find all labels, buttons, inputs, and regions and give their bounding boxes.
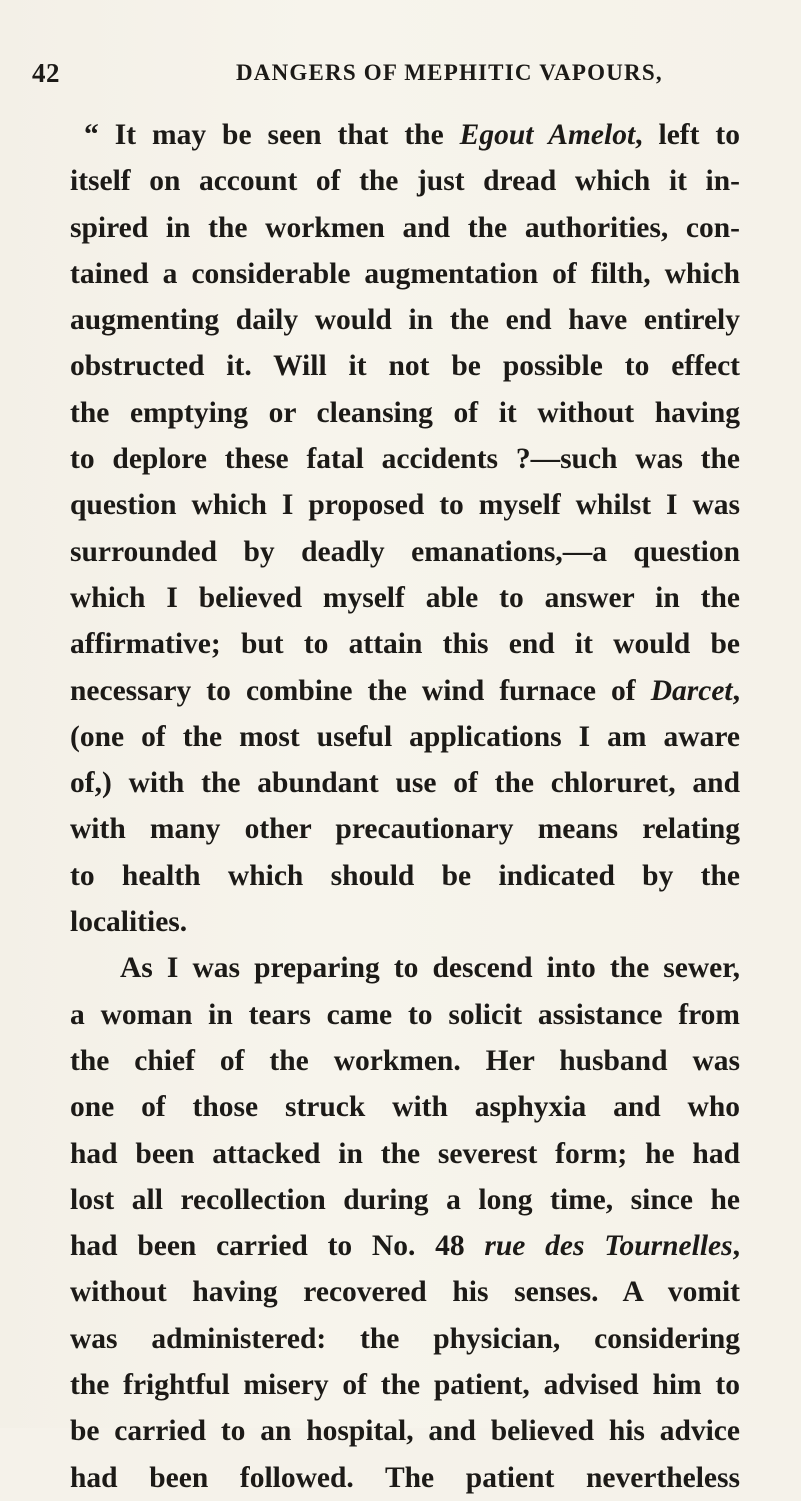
text-line: tained a considerable augmentation of filth, which xyxy=(70,257,740,290)
text-line: localities. xyxy=(70,906,188,939)
text-line: the emptying or cleansing of it without having xyxy=(70,396,740,429)
text-line: to deplore these fatal accidents ?—such was the xyxy=(70,443,740,476)
text-line: “ It may be seen that the Egout Amelot, left to xyxy=(84,119,740,151)
text-line: be carried to an hospital, and believed his advice xyxy=(70,1415,740,1448)
text-line: a woman in tears came to solicit assistance from xyxy=(70,998,740,1031)
text-line: As I was preparing to descend into the sewer, xyxy=(120,952,740,985)
running-title: DANGERS OF MEPHITIC VAPOURS, xyxy=(236,60,663,85)
text-line: itself on account of the just dread which it in- xyxy=(70,165,740,198)
text-line: without having recovered his senses. A vomit xyxy=(70,1276,740,1309)
text-line: the chief of the workmen. Her husband was xyxy=(70,1044,740,1077)
text-line: augmenting daily would in the end have entirely xyxy=(70,304,740,337)
text-line: (one of the most useful applications I am aware xyxy=(70,720,740,753)
text-line: affirmative; but to attain this end it would be xyxy=(70,628,740,661)
text-line: had been carried to No. 48 rue des Tournelles, xyxy=(70,1230,740,1263)
text-line: spired in the workmen and the authorities, con- xyxy=(70,211,740,244)
text-line: question which I proposed to myself whilst I was xyxy=(70,489,740,522)
text-line: of,) with the abundant use of the chloruret, and xyxy=(70,767,740,800)
italic-place-name: Egout Amelot xyxy=(459,119,636,151)
text-line: was administered: the physician, considering xyxy=(70,1322,740,1355)
page-number: 42 xyxy=(32,58,60,88)
italic-person-name: Darcet xyxy=(650,674,733,707)
text-line: obstructed it. Will it not be possible to effect xyxy=(70,350,740,383)
body-text xyxy=(70,112,740,1501)
text-line: to health which should be indicated by the xyxy=(70,859,740,892)
text-line: lost all recollection during a long time, since he xyxy=(70,1183,740,1216)
text-line: had been attacked in the severest form; he had xyxy=(70,1137,740,1170)
text-line: had been followed. The patient nevertheless xyxy=(70,1461,740,1494)
text-line: with many other precautionary means relating xyxy=(70,813,740,846)
italic-street-name: rue des Tournelles xyxy=(484,1230,733,1263)
text-line: surrounded by deadly emanations,—a question xyxy=(70,535,740,568)
text-line: one of those struck with asphyxia and who xyxy=(70,1091,740,1124)
text-line: necessary to combine the wind furnace of Darcet, xyxy=(70,674,740,707)
text-line: which I believed myself able to answer in the xyxy=(70,581,740,614)
text-line: the frightful misery of the patient, advised him to xyxy=(70,1369,740,1402)
